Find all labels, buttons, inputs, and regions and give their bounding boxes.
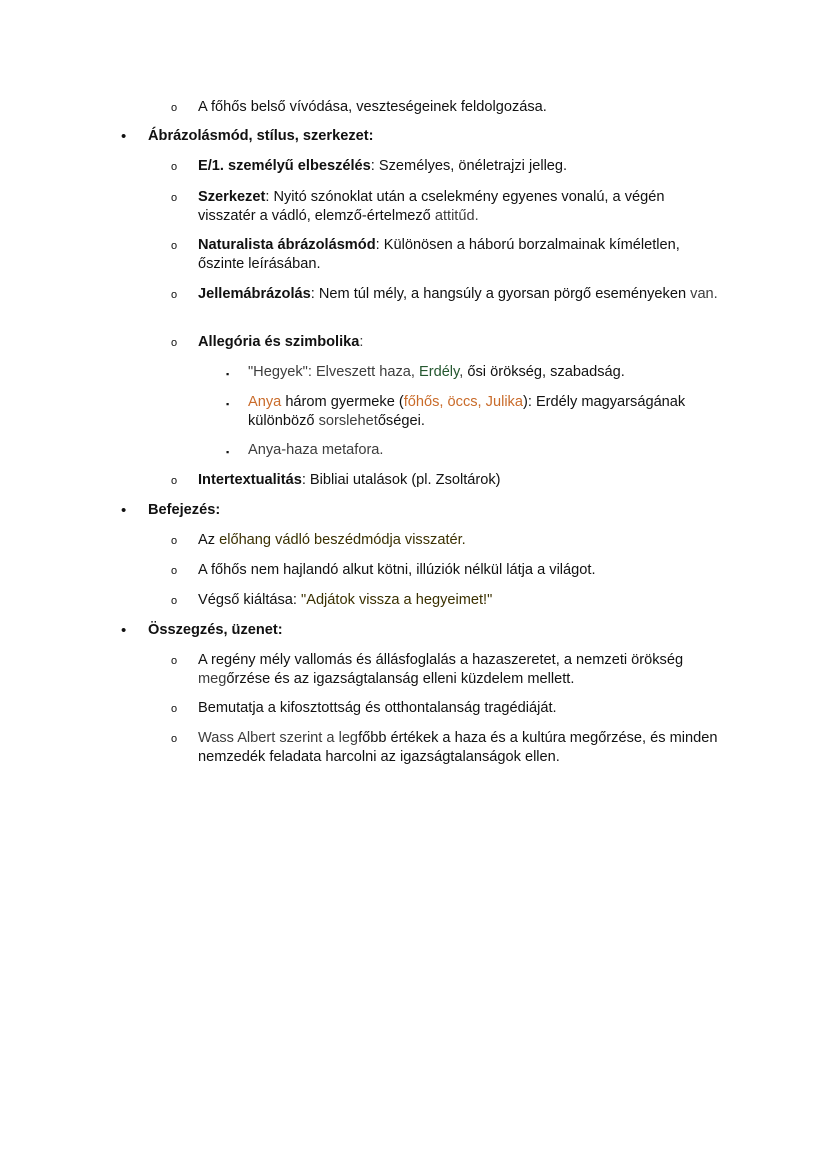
bullet-marker: ▪ xyxy=(226,369,230,379)
text-run: Anya-haza metafora. xyxy=(248,442,384,458)
text-run: : Nyitó szónoklat után a cselekmény egyenes vonalú, a végén visszatér a vádló, elemző-értelmező xyxy=(198,189,665,224)
text-run: Összegzés, üzenet: xyxy=(148,622,283,638)
text-run: E/1. személyű elbeszélés xyxy=(198,158,371,174)
sub-list-item xyxy=(226,363,718,382)
list-item xyxy=(171,591,718,610)
text-run: Bemutatja a kifosztottság és otthontalanság tragédiáját. xyxy=(198,700,557,716)
text-run: , xyxy=(459,364,468,380)
list-item xyxy=(171,531,718,550)
list-item xyxy=(171,651,718,689)
text-run: őrzése és az igazságtalanság elleni küzdelem mellett. xyxy=(226,671,575,687)
bullet-marker: o xyxy=(171,595,178,607)
text-run: előhang vádló beszédmódja visszatér. xyxy=(219,532,466,548)
text-run: "Hegyek": Elveszett haza, xyxy=(248,364,419,380)
bullet-marker: • xyxy=(121,502,127,519)
text-run: attitűd. xyxy=(434,208,479,224)
bullet-marker: o xyxy=(171,289,178,301)
text-run: : Személyes, önéletrajzi jelleg. xyxy=(370,158,568,174)
text-run: : Nem túl mély, a hangsúly a gyorsan pörgő eseményeken xyxy=(310,286,691,302)
section-heading xyxy=(121,127,748,146)
text-run: van. xyxy=(690,286,718,302)
text-run: A főhős nem hajlandó alkut kötni, illúziók nélkül látja a világot. xyxy=(198,562,596,578)
text-run: Befejezés: xyxy=(148,502,221,518)
text-run: főbb értékek a haza és a kultúra megőrzése, és minden nemzedék feladata harcolni az igazságtalanságok ellen. xyxy=(198,730,718,765)
list-item xyxy=(171,699,718,718)
text-run: Anya xyxy=(248,394,282,410)
list-item xyxy=(171,188,718,226)
text-run: Szerkezet xyxy=(198,189,266,205)
list-item xyxy=(171,471,718,490)
list-item xyxy=(171,236,718,274)
bullet-marker: o xyxy=(171,337,178,349)
bullet-marker: o xyxy=(171,102,178,114)
bullet-marker: o xyxy=(171,192,178,204)
text-run: A főhős belső vívódása, veszteségeinek feldolgozása. xyxy=(198,99,547,115)
text-run: Ábrázolásmód, stílus, szerkezet: xyxy=(148,128,374,144)
list-item xyxy=(171,729,718,767)
bullet-marker: o xyxy=(171,535,178,547)
text-run: : xyxy=(359,334,364,350)
text-run: ősi örökség, szabadság. xyxy=(467,364,625,380)
text-run: Allegória és szimbolika xyxy=(198,334,360,350)
text-run: Végső kiáltása: xyxy=(198,592,302,608)
bullet-marker: o xyxy=(171,565,178,577)
text-run: Wass Albert szerint a leg xyxy=(198,730,359,746)
text-run: főhős, öccs, Julika xyxy=(403,394,523,410)
list-item xyxy=(171,285,718,304)
list-item xyxy=(171,561,718,580)
list-item xyxy=(171,98,718,117)
sub-list-item xyxy=(226,393,718,431)
text-run: Naturalista ábrázolásmód xyxy=(198,237,376,253)
section-heading xyxy=(121,501,748,520)
text-run: sorslehet xyxy=(318,413,378,429)
text-run: meg xyxy=(198,671,227,687)
bullet-marker: o xyxy=(171,475,178,487)
text-run: A regény mély vallomás és állásfoglalás a hazaszeretet, a nemzeti örökség xyxy=(198,652,684,668)
text-run: ): Erdély magyarságának különböző xyxy=(248,394,686,429)
bullet-marker: • xyxy=(121,622,127,639)
text-run: őségei. xyxy=(377,413,425,429)
section-heading xyxy=(121,621,748,640)
bullet-marker: ▪ xyxy=(226,447,230,457)
bullet-marker: o xyxy=(171,703,178,715)
bullet-marker: o xyxy=(171,655,178,667)
text-run: Az xyxy=(198,532,220,548)
bullet-marker: o xyxy=(171,240,178,252)
text-run: : Különösen a háború borzalmainak kíméletlen, őszinte leírásában. xyxy=(198,237,680,272)
bullet-marker: o xyxy=(171,161,178,173)
text-run: : Bibliai utalások (pl. Zsoltárok) xyxy=(301,472,501,488)
bullet-marker: ▪ xyxy=(226,399,230,409)
text-run: három gyermeke ( xyxy=(281,394,404,410)
sub-list-item xyxy=(226,441,718,460)
text-run: Intertextualitás xyxy=(198,472,302,488)
list-item xyxy=(171,157,718,176)
text-run: Jellemábrázolás xyxy=(198,286,311,302)
bullet-marker: o xyxy=(171,733,178,745)
bullet-marker: • xyxy=(121,128,127,145)
text-run: "Adjátok vissza a hegyeimet!" xyxy=(301,592,493,608)
text-run: Erdély xyxy=(418,364,460,380)
list-item xyxy=(171,333,718,352)
